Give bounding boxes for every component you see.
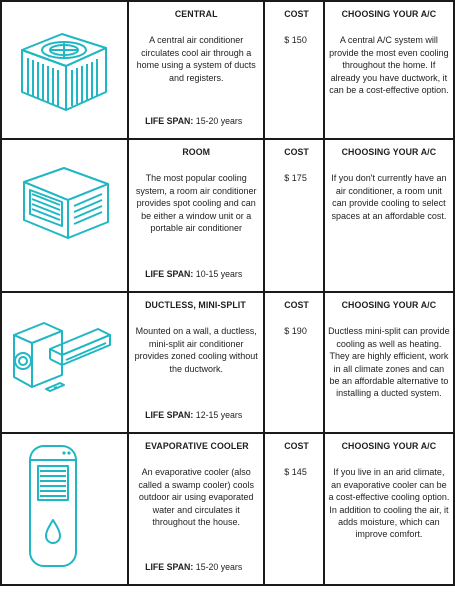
choosing-cell [324,433,454,585]
cost-cell [264,292,324,433]
choosing-text: If you don't currently have an air conditioner, a room unit can provide cooling to select spaces at an affordable cost. [331,173,447,221]
central-ac-unit-icon [14,12,114,122]
cost-cell [264,139,324,292]
type-description: A central air conditioner circulates cool air through a home using a system of ducts and registers. [136,35,256,83]
life-span-label: LIFE SPAN: [145,561,194,572]
type-heading: DUCTLESS, MINI-SPLIT [145,300,246,310]
type-description: Mounted on a wall, a ductless, mini-split air conditioner provides zoned cooling without the ductwork. [134,326,258,374]
choosing-heading: CHOOSING YOUR A/C [341,300,437,310]
mini-split-ac-icon [10,305,114,405]
choosing-text: Ductless mini-split can provide cooling as well as heating. They are highly efficient, work in all climate zones and can be an affordable alternative to installing a ducted system. [328,326,450,399]
description-cell [128,1,264,139]
image-cell [1,139,128,292]
cost-heading: COST [284,441,309,451]
table-row [1,292,454,433]
choosing-text: A central A/C system will provide the most even cooling throughout the home. If already you have ductwork, it can be a cost-effective option. [329,35,449,96]
choosing-heading: CHOOSING YOUR A/C [341,441,437,451]
cost-value: $ 190 [284,326,307,337]
description-cell [128,292,264,433]
life-span-value: 10-15 years [195,268,243,279]
description-cell [128,139,264,292]
choosing-cell [324,139,454,292]
type-heading: CENTRAL [174,9,218,19]
table-row [1,1,454,139]
table-row [1,433,454,585]
description-cell [128,433,264,585]
choosing-heading: CHOOSING YOUR A/C [341,9,437,19]
image-cell [1,292,128,433]
choosing-text: If you live in an arid climate, an evaporative cooler can be a cost-effective cooling option. In addition to cooling the air, it adds moisture, which can improve comfort. [328,467,450,540]
life-span [145,409,242,421]
cost-heading: COST [284,9,309,19]
cost-value: $ 175 [284,173,307,184]
choosing-cell [324,292,454,433]
life-span-label: LIFE SPAN: [145,409,194,420]
type-heading: EVAPORATIVE COOLER [145,441,249,451]
life-span-label: LIFE SPAN: [145,268,194,279]
image-cell [1,433,128,585]
image-cell [1,1,128,139]
cost-cell [264,433,324,585]
type-description: An evaporative cooler (also called a swamp cooler) cools outdoor air using evaporated water and circulates it throughout the house. [138,467,254,528]
life-span-value: 12-15 years [195,409,243,420]
cost-heading: COST [284,300,309,310]
life-span-label: LIFE SPAN: [145,115,194,126]
table-row [1,139,454,292]
life-span [145,115,242,127]
cost-value: $ 145 [284,467,307,478]
life-span [145,268,242,280]
evaporative-cooler-icon [24,442,84,572]
type-heading: ROOM [182,147,211,157]
choosing-heading: CHOOSING YOUR A/C [341,147,437,157]
life-span-value: 15-20 years [195,115,243,126]
room-ac-unit-icon [14,158,114,248]
choosing-cell [324,1,454,139]
life-span-value: 15-20 years [195,561,243,572]
life-span [145,561,242,573]
cost-cell [264,1,324,139]
type-description: The most popular cooling system, a room air conditioner provides spot cooling and can be either a window unit or a portable air conditioner [135,173,257,234]
cost-heading: COST [284,147,309,157]
cost-value: $ 150 [284,35,307,46]
